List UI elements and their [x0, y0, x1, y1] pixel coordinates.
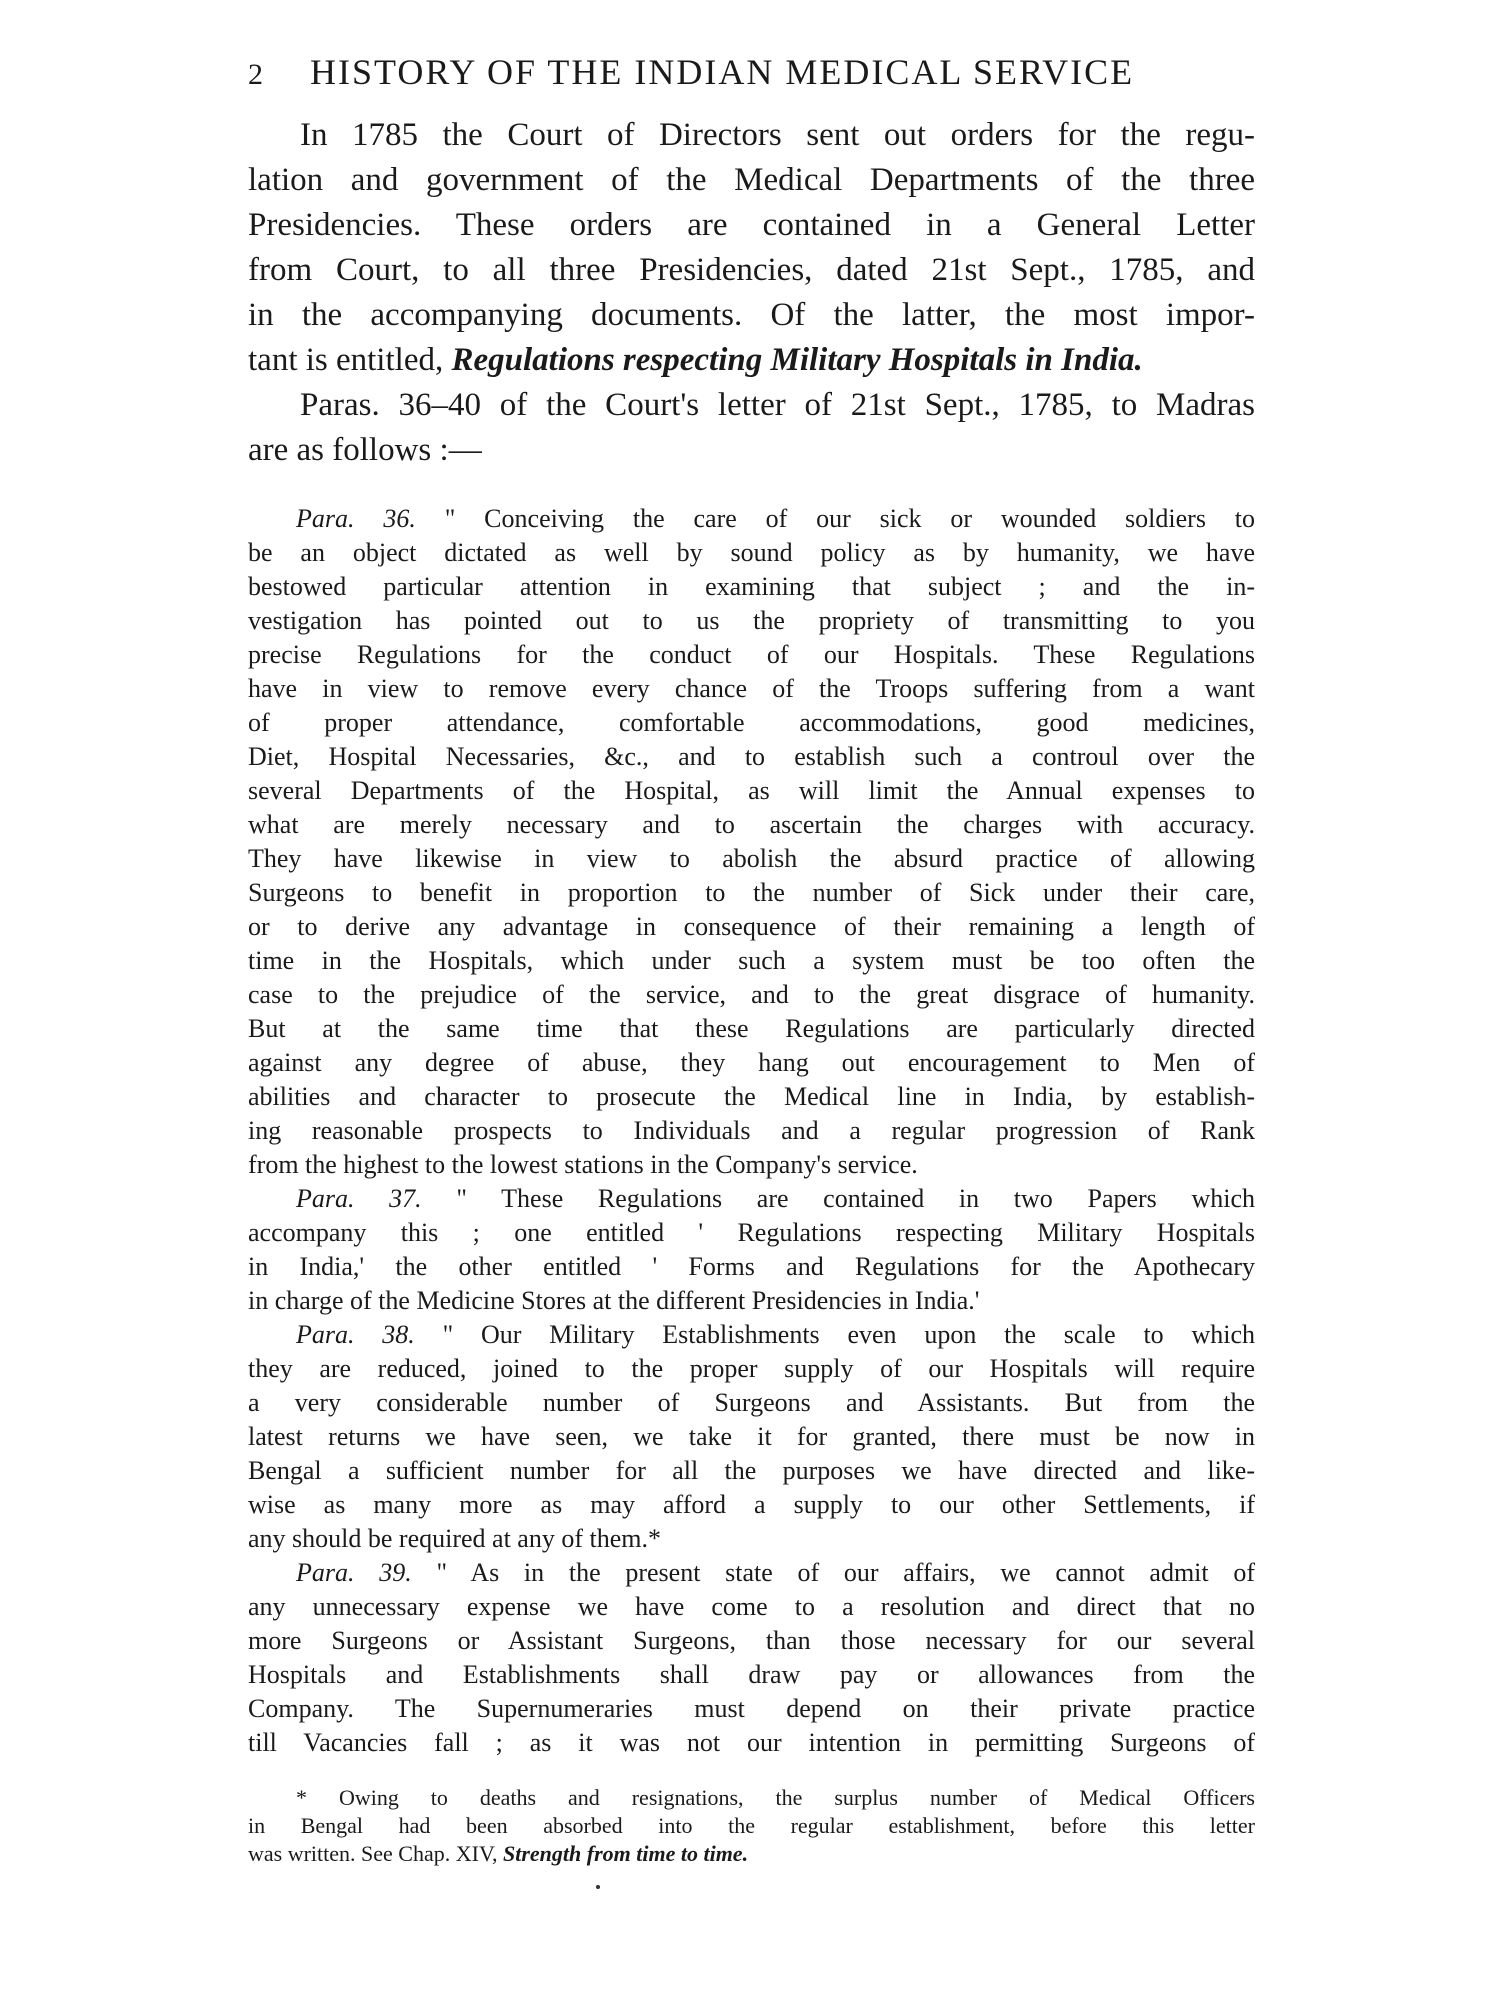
quote-line: time in the Hospitals, which under such a system must be too often the — [248, 946, 1255, 975]
quote-line: Surgeons to benefit in proportion to the number of Sick under their care, — [248, 878, 1255, 907]
quote-line: ing reasonable prospects to Individuals and a regular progression of Rank — [248, 1116, 1255, 1145]
quote-line: from the highest to the lowest stations in the Company's service. — [248, 1150, 918, 1179]
quote-line: in India,' the other entitled ' Forms and Regulations for the Apothecary — [248, 1252, 1255, 1281]
page-number: 2 — [248, 58, 264, 91]
quote-line: or to derive any advantage in consequence of their remaining a length of — [248, 912, 1255, 941]
footnote-line: in Bengal had been absorbed into the regular establishment, before this letter — [248, 1813, 1255, 1838]
quote-line: any should be required at any of them.* — [248, 1524, 661, 1553]
quote-line: what are merely necessary and to ascertain the charges with accuracy. — [248, 810, 1255, 839]
quote-line: any unnecessary expense we have come to a resolution and direct that no — [248, 1592, 1255, 1621]
quote-line: be an object dictated as well by sound policy as by humanity, we have — [248, 538, 1255, 567]
para-39-label: Para. 39. — [296, 1558, 412, 1587]
quote-line: vestigation has pointed out to us the propriety of transmitting to you — [248, 606, 1255, 635]
quote-line: abilities and character to prosecute the Medical line in India, by establish- — [248, 1082, 1255, 1111]
quote-line: wise as many more as may afford a supply to our other Settlements, if — [248, 1490, 1255, 1519]
quote-line: Company. The Supernumeraries must depend on their private practice — [248, 1694, 1255, 1723]
quote-line: " As in the present state of our affairs, we cannot admit of — [436, 1558, 1256, 1587]
print-mark — [596, 1885, 600, 1889]
quote-line: have in view to remove every chance of the Troops suffering from a want — [248, 674, 1255, 703]
para-38-first-line — [248, 1318, 1255, 1352]
footnote-reference: Strength from time to time. — [503, 1841, 749, 1866]
quote-line: several Departments of the Hospital, as will limit the Annual expenses to — [248, 776, 1255, 805]
para-36-first-line — [248, 502, 1255, 536]
intro-line: in the accompanying documents. Of the latter, the most impor- — [248, 297, 1255, 333]
quote-line: they are reduced, joined to the proper supply of our Hospitals will require — [248, 1354, 1255, 1383]
quote-line: Diet, Hospital Necessaries, &c., and to establish such a controul over the — [248, 742, 1255, 771]
intro-line: tant is entitled, — [248, 342, 444, 378]
quote-line: accompany this ; one entitled ' Regulations respecting Military Hospitals — [248, 1218, 1255, 1247]
quote-line: precise Regulations for the conduct of our Hospitals. These Regulations — [248, 640, 1255, 669]
footnote-line: * Owing to deaths and resignations, the surplus number of Medical Officers — [296, 1785, 1255, 1810]
para-37-first-line — [248, 1182, 1255, 1216]
intro-line: from Court, to all three Presidencies, dated 21st Sept., 1785, and — [248, 252, 1255, 288]
running-title: HISTORY OF THE INDIAN MEDICAL SERVICE — [310, 52, 1135, 92]
para-37-label: Para. 37. — [296, 1184, 422, 1213]
quote-line: of proper attendance, comfortable accommodations, good medicines, — [248, 708, 1255, 737]
quote-line: in charge of the Medicine Stores at the different Presidencies in India.' — [248, 1286, 980, 1315]
para-36-label: Para. 36. — [296, 504, 416, 533]
quote-line: latest returns we have seen, we take it for granted, there must be now in — [248, 1422, 1255, 1451]
quote-line: " Conceiving the care of our sick or wounded soldiers to — [444, 504, 1256, 533]
regulations-title: Regulations respecting Military Hospitals in India. — [451, 342, 1143, 378]
quote-line: " These Regulations are contained in two Papers which — [456, 1184, 1256, 1213]
quote-line: a very considerable number of Surgeons and Assistants. But from the — [248, 1388, 1255, 1417]
intro-line: are as follows :— — [248, 432, 482, 468]
intro-line: lation and government of the Medical Departments of the three — [248, 162, 1255, 198]
footnote-line: was written. See Chap. XIV, — [248, 1841, 498, 1866]
quote-line: Hospitals and Establishments shall draw pay or allowances from the — [248, 1660, 1255, 1689]
quote-line: " Our Military Establishments even upon the scale to which — [442, 1320, 1256, 1349]
para-39-first-line — [248, 1556, 1255, 1590]
quote-line: case to the prejudice of the service, and to the great disgrace of humanity. — [248, 980, 1255, 1009]
footnote-last-line — [248, 1840, 1255, 1868]
running-head — [248, 48, 1248, 99]
quote-line: But at the same time that these Regulations are particularly directed — [248, 1014, 1255, 1043]
quote-line: Bengal a sufficient number for all the purposes we have directed and like- — [248, 1456, 1255, 1485]
intro-line: Presidencies. These orders are contained in a General Letter — [248, 207, 1255, 243]
quote-line: more Surgeons or Assistant Surgeons, than those necessary for our several — [248, 1626, 1255, 1655]
quote-line: bestowed particular attention in examining that subject ; and the in- — [248, 572, 1255, 601]
quote-line: till Vacancies fall ; as it was not our intention in permitting Surgeons of — [248, 1728, 1255, 1757]
intro-line-with-title — [248, 338, 1255, 382]
intro-line: In 1785 the Court of Directors sent out orders for the regu- — [300, 117, 1255, 153]
quote-line: They have likewise in view to abolish the absurd practice of allowing — [248, 844, 1255, 873]
quote-line: against any degree of abuse, they hang out encouragement to Men of — [248, 1048, 1255, 1077]
para-38-label: Para. 38. — [296, 1320, 415, 1349]
intro-line: Paras. 36–40 of the Court's letter of 21st Sept., 1785, to Madras — [300, 387, 1255, 423]
